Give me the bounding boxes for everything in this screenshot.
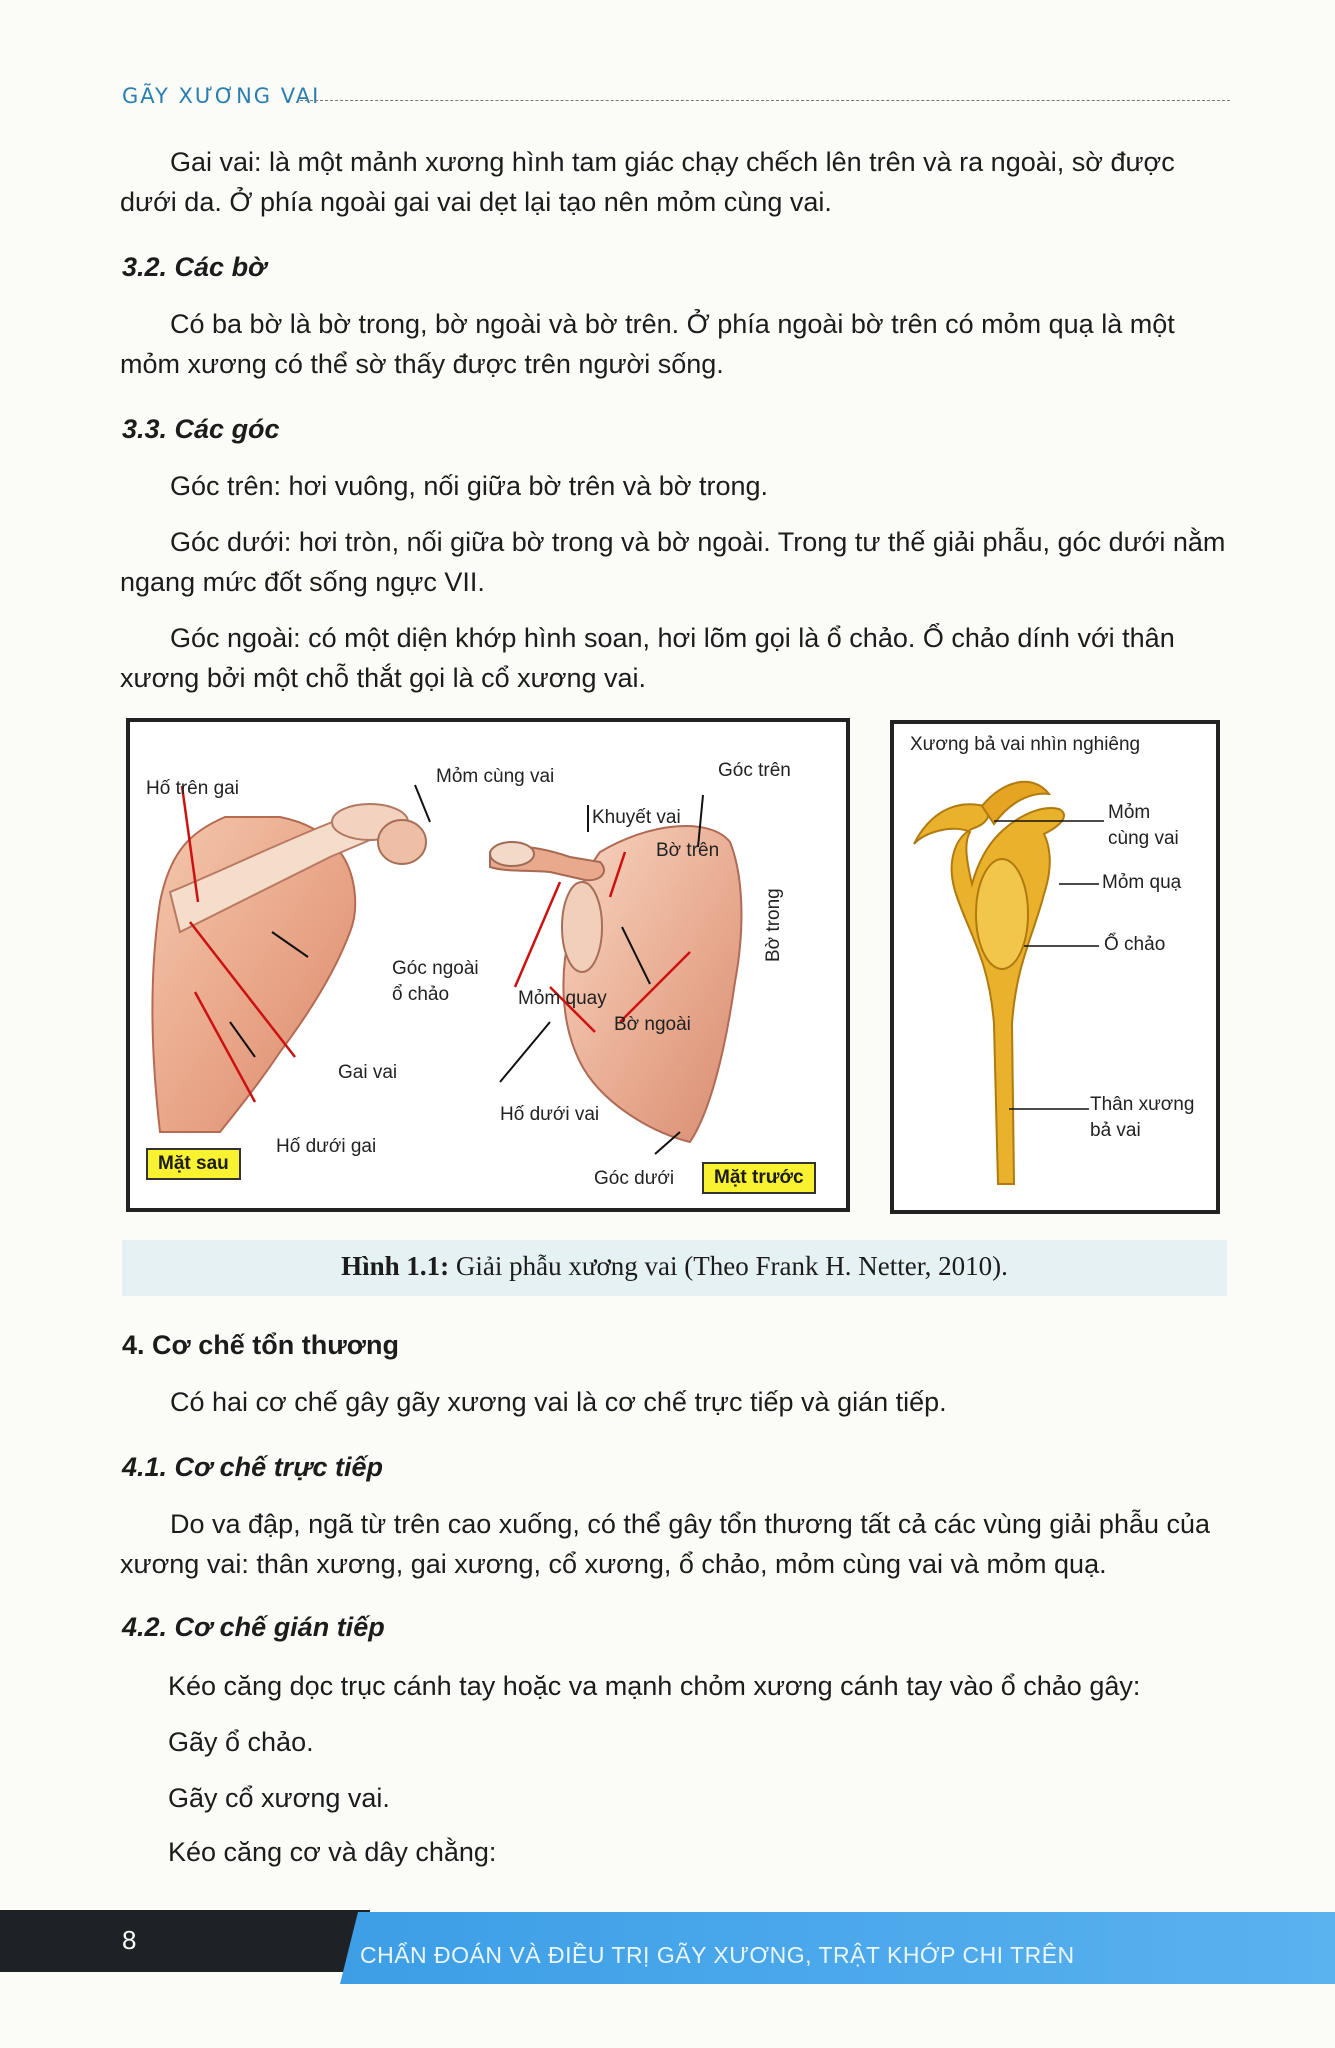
lateral-scapula-shape — [914, 804, 1064, 1184]
figure-scapula-lateral — [890, 720, 1220, 1214]
label-ho-tren-gai: Hố trên gai — [146, 778, 239, 799]
paragraph-co-che: Có hai cơ chế gây gãy xương vai là cơ chế trực tiếp và gián tiếp. — [170, 1387, 947, 1417]
figure-caption — [122, 1251, 1227, 1282]
label-o-chao-side: Ổ chảo — [1104, 934, 1166, 955]
label-khuyet-vai: Khuyết vai — [592, 807, 681, 828]
label-mom: Mỏm — [1108, 802, 1151, 823]
label-ba-vai: bả vai — [1090, 1120, 1141, 1141]
figure-scapula-views — [126, 718, 850, 1212]
coracoid-tip-shape — [490, 842, 534, 866]
paragraph-gai-vai: Gai vai: là một mảnh xương hình tam giác chạy chếch lên trên và ra ngoài, sờ được dưới da. Ở phía ngoài gai vai dẹt lại tạo nên mỏm cùng vai. — [120, 147, 1175, 217]
paragraph-cac-bo: Có ba bờ là bờ trong, bờ ngoài và bờ trên. Ở phía ngoài bờ trên có mỏm quạ là một mỏm xương có thể sờ thấy được trên người sống. — [120, 309, 1175, 379]
label-goc-duoi: Góc dưới — [594, 1168, 675, 1189]
label-bo-trong: Bờ trong — [763, 888, 784, 962]
label-than-xuong: Thân xương — [1090, 1094, 1195, 1115]
caption-text: Giải phẫu xương vai (Theo Frank H. Netter, 2010). — [449, 1251, 1008, 1281]
label-bo-ngoai: Bờ ngoài — [614, 1014, 691, 1035]
lateral-glenoid-shape — [976, 859, 1028, 969]
heading-4: 4. Cơ chế tổn thương — [122, 1330, 399, 1360]
lateral-scapula-illustration — [894, 724, 1216, 1210]
label-bo-tren: Bờ trên — [656, 840, 720, 861]
label-o-chao: ổ chảo — [392, 984, 450, 1005]
paragraph-gay-co-xuong: Gãy cổ xương vai. — [168, 1783, 390, 1813]
label-mat-sau: Mặt sau — [146, 1148, 241, 1180]
running-header: GÃY XƯƠNG VAI — [122, 84, 321, 108]
book-title: CHẨN ĐOÁN VÀ ĐIỀU TRỊ GÃY XƯƠNG, TRẬT KHỚP CHI TRÊN — [360, 1942, 1075, 1968]
label-goc-tren: Góc trên — [718, 760, 791, 781]
anterior-glenoid-shape — [562, 882, 602, 972]
page-number: 8 — [122, 1925, 137, 1955]
heading-4-2: 4.2. Cơ chế gián tiếp — [122, 1612, 385, 1642]
paragraph-gian-tiep: Kéo căng dọc trục cánh tay hoặc va mạnh chỏm xương cánh tay vào ổ chảo gây: — [168, 1671, 1141, 1701]
label-mat-truoc: Mặt trước — [702, 1162, 816, 1194]
glenoid-shape — [378, 820, 426, 864]
paragraph-keo-cang: Kéo căng cơ và dây chằng: — [168, 1837, 497, 1867]
paragraph-goc-tren: Góc trên: hơi vuông, nối giữa bờ trên và bờ trong. — [170, 471, 769, 501]
label-gai-vai: Gai vai — [338, 1062, 398, 1083]
paragraph-gay-o-chao: Gãy ổ chảo. — [168, 1727, 314, 1757]
heading-3-2: 3.2. Các bờ — [122, 252, 267, 282]
paragraph-goc-ngoai: Góc ngoài: có một diện khớp hình soan, hơi lõm gọi là ổ chảo. Ổ chảo dính với thân xương bởi một chỗ thắt gọi là cổ xương vai. — [120, 623, 1175, 693]
heading-4-1: 4.1. Cơ chế trực tiếp — [122, 1452, 383, 1482]
label-mom-qua: Mỏm quạ — [1102, 872, 1182, 893]
label-ho-duoi-gai: Hố dưới gai — [276, 1136, 377, 1157]
side-title: Xương bả vai nhìn nghiêng — [910, 734, 1141, 755]
footer-dark-band — [0, 1910, 370, 1972]
paragraph-goc-duoi: Góc dưới: hơi tròn, nối giữa bờ trong và bờ ngoài. Trong tư thế giải phẫu, góc dưới nằm ngang mức đốt sống ngực VII. — [120, 527, 1226, 597]
header-rule — [300, 100, 1230, 101]
label-cung-vai: cùng vai — [1108, 828, 1179, 849]
label-mom-quay: Mỏm quay — [518, 988, 607, 1009]
label-ho-duoi-vai: Hố dưới vai — [500, 1104, 600, 1125]
paragraph-truc-tiep: Do va đập, ngã từ trên cao xuống, có thể gây tổn thương tất cả các vùng giải phẫu của xương vai: thân xương, gai xương, cổ xương, ổ chảo, mỏm cùng vai và mỏm quạ. — [120, 1509, 1211, 1579]
caption-label: Hình 1.1: — [341, 1251, 450, 1281]
heading-3-3: 3.3. Các góc — [122, 414, 280, 444]
label-goc-ngoai: Góc ngoài — [392, 958, 479, 979]
label-mom-cung-vai: Mỏm cùng vai — [436, 766, 555, 787]
